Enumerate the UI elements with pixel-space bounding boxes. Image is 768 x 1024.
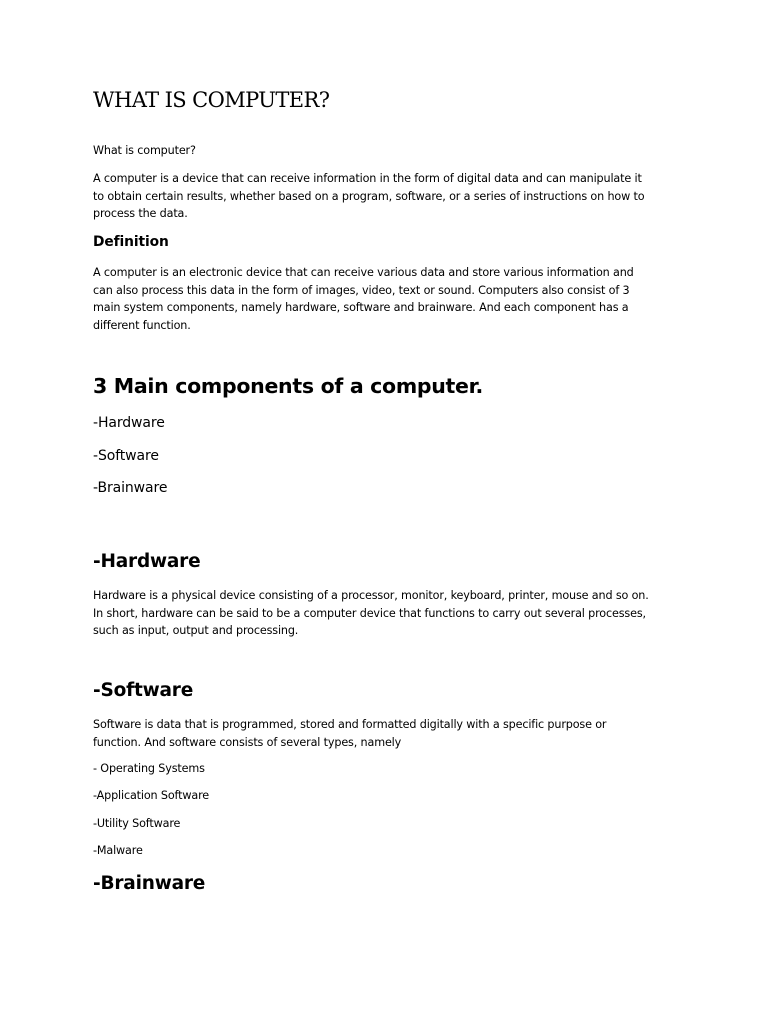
hardware-line: Hardware is a physical device consisting of a processor, monitor, keyboard, printer, mouse and so on.: [93, 589, 649, 602]
components-heading: 3 Main components of a computer.: [93, 374, 484, 398]
definition-line: different function.: [93, 318, 191, 332]
intro-line: to obtain certain results, whether based on a program, software, or a series of instructions on how to: [93, 189, 645, 203]
intro-line: process the data.: [93, 207, 188, 220]
definition-line: A computer is an electronic device that can receive various data and store various information and: [93, 266, 634, 279]
list-item: - Operating Systems: [93, 762, 205, 775]
definition-heading: Definition: [93, 234, 169, 250]
question-text: What is computer?: [93, 144, 196, 157]
definition-line: main system components, namely hardware, software and brainware. And each component has a: [93, 301, 629, 314]
software-heading: -Software: [93, 680, 194, 701]
list-item: -Utility Software: [93, 817, 181, 830]
list-item: -Brainware: [93, 480, 168, 496]
software-line: Software is data that is programmed, stored and formatted digitally with a specific purpose or: [93, 718, 607, 731]
software-line: function. And software consists of several types, namely: [93, 735, 402, 749]
intro-line: A computer is a device that can receive information in the form of digital data and can manipulate it: [93, 172, 642, 185]
list-item: -Application Software: [93, 789, 210, 802]
document-title: WHAT IS COMPUTER?: [93, 88, 330, 112]
hardware-line: such as input, output and processing.: [93, 624, 299, 637]
brainware-heading: -Brainware: [93, 873, 206, 894]
list-item: -Software: [93, 448, 159, 464]
hardware-line: In short, hardware can be said to be a computer device that functions to carry out several processes,: [93, 606, 646, 620]
hardware-heading: -Hardware: [93, 551, 201, 572]
definition-line: can also process this data in the form of images, video, text or sound. Computers also consist of 3: [93, 283, 630, 297]
list-item: -Hardware: [93, 415, 165, 431]
list-item: -Malware: [93, 844, 143, 857]
